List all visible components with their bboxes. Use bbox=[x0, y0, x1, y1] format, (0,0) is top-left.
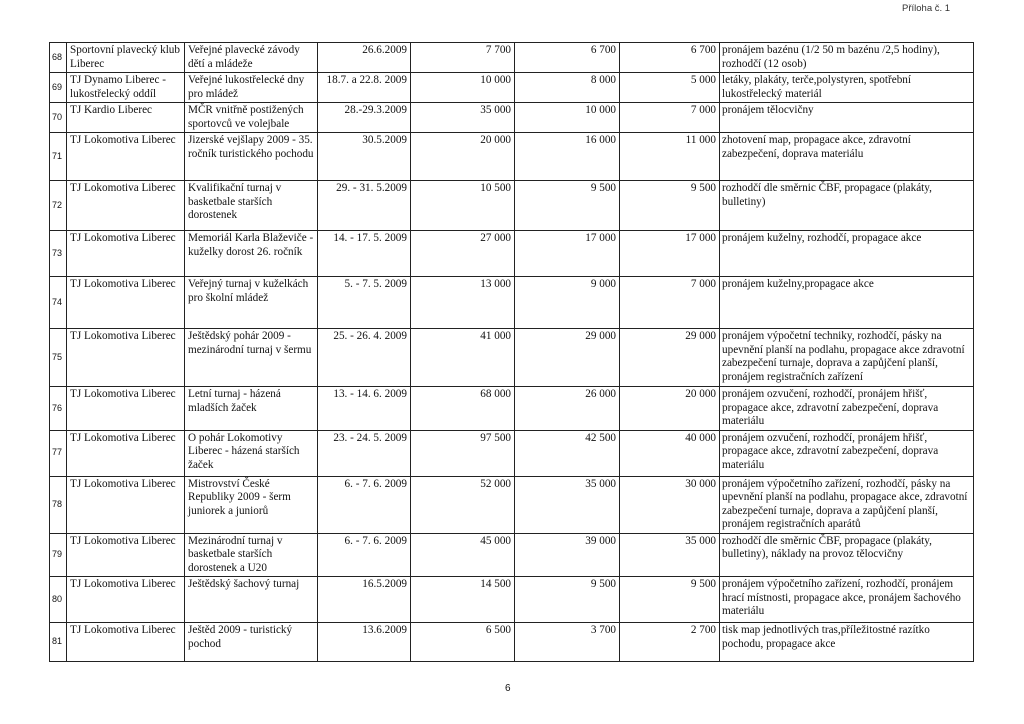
row-number: 75 bbox=[50, 329, 67, 387]
granted-amount-cell: 40 000 bbox=[620, 430, 720, 476]
total-budget-cell: 45 000 bbox=[411, 533, 515, 577]
event-cell: Kvalifikační turnaj v basketbale starších dorostenek bbox=[185, 181, 318, 231]
date-cell: 16.5.2009 bbox=[318, 577, 411, 623]
granted-amount-cell: 2 700 bbox=[620, 623, 720, 662]
organization-cell: TJ Lokomotiva Liberec bbox=[67, 231, 185, 277]
organization-cell: TJ Lokomotiva Liberec bbox=[67, 329, 185, 387]
purpose-cell: zhotovení map, propagace akce, zdravotní zabezpečení, doprava materiálu bbox=[720, 133, 974, 181]
total-budget-cell: 27 000 bbox=[411, 231, 515, 277]
date-cell: 13. - 14. 6. 2009 bbox=[318, 387, 411, 431]
table-row bbox=[50, 133, 974, 181]
table-row bbox=[50, 231, 974, 277]
date-cell: 28.-29.3.2009 bbox=[318, 103, 411, 133]
purpose-cell: pronájem kuželny,propagace akce bbox=[720, 277, 974, 329]
date-cell: 25. - 26. 4. 2009 bbox=[318, 329, 411, 387]
total-budget-cell: 14 500 bbox=[411, 577, 515, 623]
row-number: 79 bbox=[50, 533, 67, 577]
date-cell: 6. - 7. 6. 2009 bbox=[318, 476, 411, 533]
purpose-cell: pronájem ozvučení, rozhodčí, pronájem hřišť, propagace akce, zdravotní zabezpečení, doprava materiálu bbox=[720, 387, 974, 431]
table-row bbox=[50, 181, 974, 231]
row-number: 72 bbox=[50, 181, 67, 231]
requested-amount-cell: 9 500 bbox=[515, 577, 620, 623]
organization-cell: TJ Lokomotiva Liberec bbox=[67, 133, 185, 181]
total-budget-cell: 20 000 bbox=[411, 133, 515, 181]
row-number: 78 bbox=[50, 476, 67, 533]
purpose-cell: rozhodčí dle směrnic ČBF, propagace (plakáty, bulletiny), náklady na provoz tělocvičny bbox=[720, 533, 974, 577]
requested-amount-cell: 9 000 bbox=[515, 277, 620, 329]
table-row bbox=[50, 476, 974, 533]
purpose-cell: tisk map jednotlivých tras,příležitostné razítko pochodu, propagace akce bbox=[720, 623, 974, 662]
purpose-cell: pronájem výpočetního zařízení, rozhodčí, pásky na upevnění planší na podlahu, propagace akce, zdravotní zabezpečení turnaje, doprava a zapůjčení planší, pronájem registračních aparátů bbox=[720, 476, 974, 533]
event-cell: Mezinárodní turnaj v basketbale starších dorostenek a U20 bbox=[185, 533, 318, 577]
granted-amount-cell: 7 000 bbox=[620, 277, 720, 329]
row-number: 70 bbox=[50, 103, 67, 133]
page-number: 6 bbox=[505, 683, 511, 694]
purpose-cell: pronájem výpočetního zařízení, rozhodčí, pronájem hrací místnosti, propagace akce, pronájem šachového materiálu bbox=[720, 577, 974, 623]
table-row bbox=[50, 623, 974, 662]
total-budget-cell: 7 700 bbox=[411, 43, 515, 73]
organization-cell: TJ Lokomotiva Liberec bbox=[67, 476, 185, 533]
total-budget-cell: 68 000 bbox=[411, 387, 515, 431]
organization-cell: TJ Kardio Liberec bbox=[67, 103, 185, 133]
granted-amount-cell: 7 000 bbox=[620, 103, 720, 133]
event-cell: Veřejné lukostřelecké dny pro mládež bbox=[185, 73, 318, 103]
organization-cell: TJ Lokomotiva Liberec bbox=[67, 181, 185, 231]
table-row bbox=[50, 73, 974, 103]
purpose-cell: pronájem ozvučení, rozhodčí, pronájem hřišť, propagace akce, zdravotní zabezpečení, doprava materiálu bbox=[720, 430, 974, 476]
total-budget-cell: 13 000 bbox=[411, 277, 515, 329]
requested-amount-cell: 10 000 bbox=[515, 103, 620, 133]
purpose-cell: pronájem tělocvičny bbox=[720, 103, 974, 133]
granted-amount-cell: 17 000 bbox=[620, 231, 720, 277]
event-cell: Ještěd 2009 - turistický pochod bbox=[185, 623, 318, 662]
requested-amount-cell: 6 700 bbox=[515, 43, 620, 73]
date-cell: 13.6.2009 bbox=[318, 623, 411, 662]
event-cell: Mistrovství České Republiky 2009 - šerm juniorek a juniorů bbox=[185, 476, 318, 533]
date-cell: 5. - 7. 5. 2009 bbox=[318, 277, 411, 329]
granted-amount-cell: 9 500 bbox=[620, 577, 720, 623]
total-budget-cell: 35 000 bbox=[411, 103, 515, 133]
date-cell: 18.7. a 22.8. 2009 bbox=[318, 73, 411, 103]
event-cell: Jizerské vejšlapy 2009 - 35. ročník turistického pochodu bbox=[185, 133, 318, 181]
purpose-cell: rozhodčí dle směrnic ČBF, propagace (plakáty, bulletiny) bbox=[720, 181, 974, 231]
requested-amount-cell: 26 000 bbox=[515, 387, 620, 431]
granted-amount-cell: 9 500 bbox=[620, 181, 720, 231]
row-number: 74 bbox=[50, 277, 67, 329]
organization-cell: TJ Lokomotiva Liberec bbox=[67, 577, 185, 623]
event-cell: Memoriál Karla Blaževiče - kuželky dorost 26. ročník bbox=[185, 231, 318, 277]
granted-amount-cell: 20 000 bbox=[620, 387, 720, 431]
date-cell: 29. - 31. 5.2009 bbox=[318, 181, 411, 231]
event-cell: MČR vnitřně postižených sportovců ve volejbale bbox=[185, 103, 318, 133]
requested-amount-cell: 39 000 bbox=[515, 533, 620, 577]
granted-amount-cell: 35 000 bbox=[620, 533, 720, 577]
table-row bbox=[50, 533, 974, 577]
organization-cell: TJ Lokomotiva Liberec bbox=[67, 277, 185, 329]
row-number: 69 bbox=[50, 73, 67, 103]
purpose-cell: pronájem výpočetní techniky, rozhodčí, pásky na upevnění planší na podlahu, propagace akce zdravotní zabezpečení turnaje, doprava a zapůjčení planší, pronájem registračních zařízení bbox=[720, 329, 974, 387]
table-row bbox=[50, 387, 974, 431]
requested-amount-cell: 9 500 bbox=[515, 181, 620, 231]
date-cell: 23. - 24. 5. 2009 bbox=[318, 430, 411, 476]
date-cell: 14. - 17. 5. 2009 bbox=[318, 231, 411, 277]
purpose-cell: pronájem bazénu (1/2 50 m bazénu /2,5 hodiny), rozhodčí (12 osob) bbox=[720, 43, 974, 73]
date-cell: 6. - 7. 6. 2009 bbox=[318, 533, 411, 577]
event-cell: Veřejné plavecké závody dětí a mládeže bbox=[185, 43, 318, 73]
granted-amount-cell: 6 700 bbox=[620, 43, 720, 73]
total-budget-cell: 41 000 bbox=[411, 329, 515, 387]
row-number: 71 bbox=[50, 133, 67, 181]
row-number: 80 bbox=[50, 577, 67, 623]
purpose-cell: letáky, plakáty, terče,polystyren, spotřební lukostřelecký materiál bbox=[720, 73, 974, 103]
table-row bbox=[50, 430, 974, 476]
total-budget-cell: 10 500 bbox=[411, 181, 515, 231]
requested-amount-cell: 3 700 bbox=[515, 623, 620, 662]
date-cell: 30.5.2009 bbox=[318, 133, 411, 181]
row-number: 73 bbox=[50, 231, 67, 277]
requested-amount-cell: 29 000 bbox=[515, 329, 620, 387]
grant-table bbox=[49, 42, 974, 662]
total-budget-cell: 97 500 bbox=[411, 430, 515, 476]
granted-amount-cell: 5 000 bbox=[620, 73, 720, 103]
date-cell: 26.6.2009 bbox=[318, 43, 411, 73]
granted-amount-cell: 29 000 bbox=[620, 329, 720, 387]
table-row bbox=[50, 329, 974, 387]
organization-cell: TJ Lokomotiva Liberec bbox=[67, 623, 185, 662]
row-number: 68 bbox=[50, 43, 67, 73]
row-number: 76 bbox=[50, 387, 67, 431]
table-row bbox=[50, 277, 974, 329]
row-number: 77 bbox=[50, 430, 67, 476]
event-cell: Veřejný turnaj v kuželkách pro školní mládež bbox=[185, 277, 318, 329]
table-row bbox=[50, 43, 974, 73]
purpose-cell: pronájem kuželny, rozhodčí, propagace akce bbox=[720, 231, 974, 277]
organization-cell: TJ Lokomotiva Liberec bbox=[67, 387, 185, 431]
requested-amount-cell: 42 500 bbox=[515, 430, 620, 476]
requested-amount-cell: 16 000 bbox=[515, 133, 620, 181]
event-cell: Ještědský pohár 2009 - mezinárodní turnaj v šermu bbox=[185, 329, 318, 387]
row-number: 81 bbox=[50, 623, 67, 662]
organization-cell: Sportovní plavecký klub Liberec bbox=[67, 43, 185, 73]
organization-cell: TJ Dynamo Liberec - lukostřelecký oddíl bbox=[67, 73, 185, 103]
table-row bbox=[50, 577, 974, 623]
event-cell: Letní turnaj - házená mladších žaček bbox=[185, 387, 318, 431]
attachment-label: Příloha č. 1 bbox=[902, 3, 951, 14]
total-budget-cell: 6 500 bbox=[411, 623, 515, 662]
event-cell: O pohár Lokomotivy Liberec - házená starších žaček bbox=[185, 430, 318, 476]
organization-cell: TJ Lokomotiva Liberec bbox=[67, 430, 185, 476]
requested-amount-cell: 17 000 bbox=[515, 231, 620, 277]
requested-amount-cell: 35 000 bbox=[515, 476, 620, 533]
requested-amount-cell: 8 000 bbox=[515, 73, 620, 103]
total-budget-cell: 10 000 bbox=[411, 73, 515, 103]
granted-amount-cell: 11 000 bbox=[620, 133, 720, 181]
event-cell: Ještědský šachový turnaj bbox=[185, 577, 318, 623]
table-body bbox=[50, 43, 974, 662]
table-row bbox=[50, 103, 974, 133]
total-budget-cell: 52 000 bbox=[411, 476, 515, 533]
granted-amount-cell: 30 000 bbox=[620, 476, 720, 533]
organization-cell: TJ Lokomotiva Liberec bbox=[67, 533, 185, 577]
